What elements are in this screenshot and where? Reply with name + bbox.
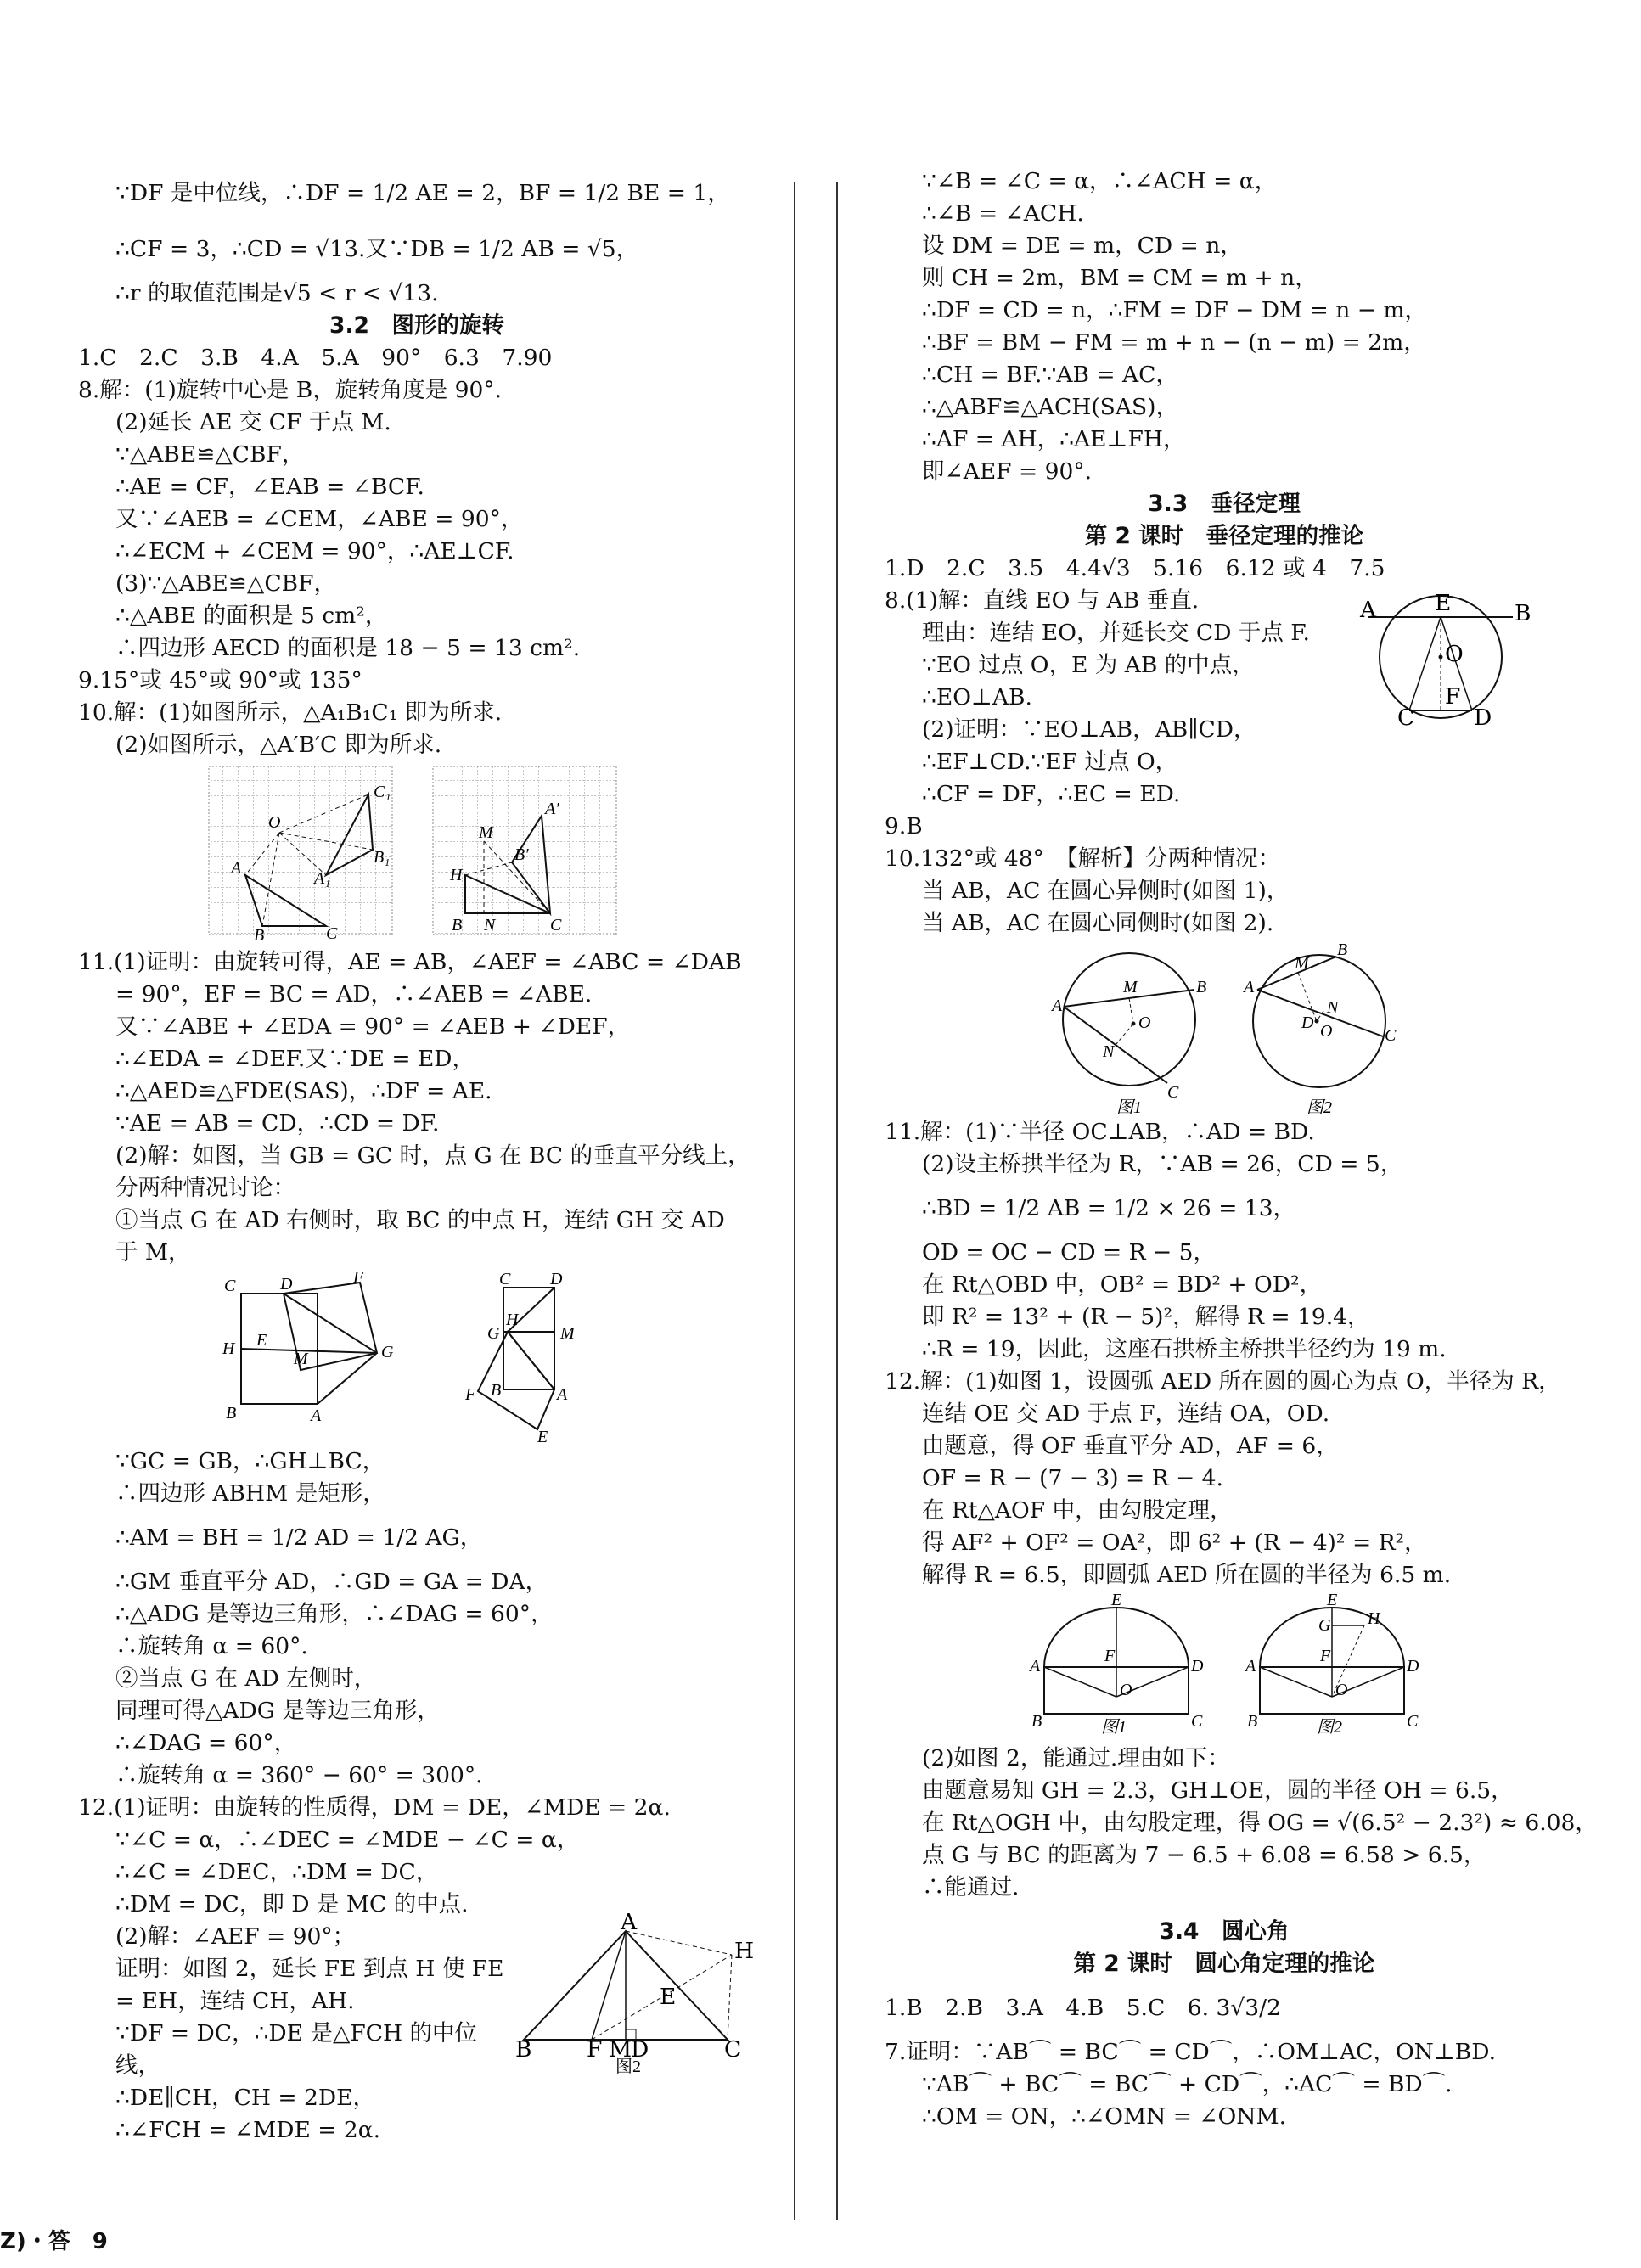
svg-text:O: O [1120, 1681, 1132, 1699]
text-line: ∴GM 垂直平分 AD，∴GD = GA = DA， [115, 1569, 548, 1595]
text-line: 11.(1)证明：由旋转可得，AE = AB，∠AEF = ∠ABC = ∠DAB [78, 949, 742, 975]
svg-text:E: E [1111, 1591, 1122, 1609]
svg-text:F: F [1320, 1647, 1331, 1665]
svg-text:C: C [326, 924, 338, 943]
text-line: ①当点 G 在 AD 右侧时，取 BC 的中点 H，连结 GH 交 AD [115, 1207, 725, 1233]
text-line: ∴CF = DF，∴EC = ED. [922, 781, 1181, 807]
svg-text:C₁: C₁ [374, 783, 391, 801]
svg-text:E: E [256, 1331, 267, 1350]
text-line: ∴R = 19，因此，这座石拱桥主桥拱半径约为 19 m. [922, 1336, 1447, 1362]
text-line: ∴EF⊥CD.∵EF 过点 O， [922, 749, 1178, 775]
svg-text:F: F [1104, 1647, 1116, 1665]
svg-text:O: O [1335, 1681, 1348, 1699]
section-heading: 3.3 垂径定理 [1148, 491, 1301, 517]
svg-text:A: A [1360, 597, 1377, 623]
circle-figure-q8 [1360, 585, 1530, 729]
text-line: 理由：连结 EO，并延长交 CD 于点 F. [922, 620, 1310, 646]
circle-figure-2 [1239, 940, 1400, 1117]
svg-text:A: A [1245, 1657, 1256, 1676]
svg-text:E: E [537, 1428, 548, 1446]
circle-figure-1 [1048, 943, 1210, 1117]
rotation-figure-2 [457, 1270, 627, 1446]
svg-text:C: C [1397, 705, 1415, 731]
text-line: 由题意易知 GH = 2.3，GH⊥OE，圆的半径 OH = 6.5， [922, 1777, 1514, 1804]
text-line: 又∵∠ABE + ∠EDA = 90° = ∠AEB + ∠DEF， [115, 1013, 631, 1040]
text-line: 则 CH = 2m，BM = CM = m + n， [922, 265, 1318, 291]
text-line: ∴CF = 3，∴CD = √13.又∵DB = 1/2 AB = √5， [115, 236, 639, 262]
text-line: 在 Rt△OBD 中，OB² = BD² + OD²， [922, 1272, 1323, 1298]
text-line: ∵DF = DC，∴DE 是△FCH 的中位 [115, 2020, 478, 2046]
text-line: ∴∠C = ∠DEC，∴DM = DC， [115, 1859, 439, 1885]
text-line: 当 AB，AC 在圆心异侧时(如图 1)， [922, 878, 1290, 904]
text-line: 于 M， [115, 1239, 191, 1266]
svg-text:H: H [506, 1311, 519, 1329]
text-line: 9.B [885, 813, 923, 839]
svg-text:B: B [452, 916, 463, 935]
text-line: 7.证明：∵AB⌒ = BC⌒ = CD⌒，∴OM⊥AC，ON⊥BD. [885, 2039, 1496, 2065]
svg-text:M: M [560, 1324, 575, 1343]
svg-text:B: B [515, 2036, 532, 2063]
text-line: ∴旋转角 α = 360° − 60° = 300°. [115, 1762, 483, 1788]
text-line: 由题意，得 OF 垂直平分 AD，AF = 6， [922, 1433, 1339, 1459]
section-heading: 3.4 圆心角 [1159, 1918, 1290, 1945]
svg-text:D: D [1407, 1657, 1419, 1676]
text-line: ∴r 的取值范围是√5 < r < √13. [115, 280, 439, 306]
text-line: ∴DM = DC，即 D 是 MC 的中点. [115, 1891, 469, 1917]
text-line: ∴△ADG 是等边三角形，∴∠DAG = 60°， [115, 1601, 554, 1627]
text-line: 即∠AEF = 90°. [922, 458, 1093, 485]
text-line: 点 G 与 BC 的距离为 7 − 6.5 + 6.08 = 6.58 > 6.5， [922, 1842, 1486, 1868]
svg-text:F: F [1445, 683, 1461, 710]
svg-text:B: B [1247, 1712, 1258, 1731]
svg-text:A: A [557, 1385, 568, 1404]
triangle-figure-q12 [515, 1909, 755, 2076]
text-line: 11.解：(1)∵半径 OC⊥AB，∴AD = BD. [885, 1119, 1315, 1145]
svg-text:B: B [1196, 978, 1207, 996]
svg-text:B: B [226, 1404, 237, 1423]
svg-text:C: C [550, 916, 562, 935]
svg-text:E: E [1435, 590, 1452, 616]
text-line: 10.132°或 48° 【解析】分两种情况： [885, 845, 1281, 872]
figure-caption: 图2 [615, 2057, 641, 2076]
grid-figure-1 [207, 765, 402, 943]
text-line: 得 AF² + OF² = OA²，即 6² + (R − 4)² = R²， [922, 1530, 1427, 1556]
rotation-figures-q11 [78, 1268, 756, 1446]
text-line: = EH，连结 CH，AH. [115, 1988, 355, 2014]
svg-text:D: D [1474, 705, 1492, 731]
text-line: ∴旋转角 α = 60°. [115, 1633, 308, 1659]
text-line: 当 AB，AC 在圆心同侧时(如图 2). [922, 910, 1274, 936]
svg-text:D: D [1301, 1013, 1314, 1032]
svg-text:C: C [224, 1277, 236, 1295]
svg-text:A₁: A₁ [314, 869, 331, 888]
svg-text:C: C [1167, 1083, 1179, 1102]
svg-text:O: O [1320, 1022, 1333, 1041]
text-line: ∵∠B = ∠C = α，∴∠ACH = α， [922, 168, 1278, 194]
text-line: ∴∠FCH = ∠MDE = 2α. [115, 2117, 381, 2143]
svg-text:H: H [1368, 1609, 1380, 1628]
svg-text:D: D [631, 2036, 649, 2063]
text-line: ∴DF = CD = n，∴FM = DF − DM = n − m， [922, 297, 1427, 323]
text-line: ∴AM = BH = 1/2 AD = 1/2 AG， [115, 1524, 483, 1551]
svg-text:B: B [1337, 940, 1348, 959]
svg-text:E: E [1327, 1591, 1338, 1609]
text-line: ∵△ABE≌△CBF， [115, 441, 305, 468]
text-line: (3)∵△ABE≌△CBF， [115, 570, 336, 597]
svg-text:D: D [1191, 1657, 1204, 1676]
grid-figures-q10 [78, 765, 756, 943]
column-divider-left [794, 182, 795, 2220]
section-heading: 3.2 图形的旋转 [329, 312, 504, 339]
subsection-heading: 第 2 课时 圆心角定理的推论 [1073, 1951, 1375, 1977]
answer-line: 1.C 2.C 3.B 4.A 5.A 90° 6.3 7.90 [78, 345, 553, 371]
text-line: ∵AE = AB = CD，∴CD = DF. [115, 1110, 440, 1137]
text-line: OD = OC − CD = R − 5， [922, 1239, 1217, 1266]
text-line: (2)如图 2，能通过.理由如下： [922, 1745, 1230, 1771]
svg-text:G: G [487, 1324, 500, 1343]
svg-text:A′: A′ [545, 800, 559, 818]
text-line: (2)证明：∵EO⊥AB，AB∥CD， [922, 716, 1256, 743]
text-line: ∴DE∥CH，CH = 2DE， [115, 2085, 375, 2111]
text-line: (2)延长 AE 交 CF 于点 M. [115, 409, 391, 435]
svg-text:D: D [280, 1275, 293, 1294]
svg-text:G: G [381, 1343, 394, 1361]
text-line: (2)解：∠AEF = 90°； [115, 1923, 356, 1950]
text-line: ∴CH = BF.∵AB = AC， [922, 362, 1178, 388]
text-line: ∴四边形 AECD 的面积是 18 − 5 = 13 cm². [115, 635, 581, 661]
text-line: 8.(1)解：直线 EO 与 AB 垂直. [885, 587, 1200, 614]
svg-text:A: A [311, 1406, 322, 1425]
text-line: ∴△AED≌△FDE(SAS)，∴DF = AE. [115, 1078, 492, 1104]
text-line: ∴∠EDA = ∠DEF.又∵DE = ED， [115, 1046, 475, 1072]
circle-figures-q10 [885, 940, 1564, 1117]
text-line: 分两种情况讨论： [115, 1175, 295, 1201]
arch-figure-2 [1239, 1591, 1425, 1739]
svg-text:F: F [465, 1385, 476, 1404]
text-line: 10.解：(1)如图所示，△A₁B₁C₁ 即为所求. [78, 699, 503, 726]
svg-text:H: H [734, 1938, 755, 1964]
figure-caption: 图1 [1116, 1098, 1142, 1117]
text-line: 证明：如图 2，延长 FE 到点 H 使 FE [115, 1956, 504, 1982]
subsection-heading: 第 2 课时 垂径定理的推论 [1084, 523, 1364, 549]
text-line: ∴∠DAG = 60°， [115, 1730, 297, 1756]
figure-caption: 图2 [1307, 1098, 1332, 1117]
text-line: 在 Rt△OGH 中，由勾股定理，得 OG = √(6.5² − 2.3²) ≈ 6.08， [922, 1810, 1598, 1836]
text-line: = 90°，EF = BC = AD，∴∠AEB = ∠ABE. [115, 981, 593, 1008]
text-line: 在 Rt△AOF 中，由勾股定理， [922, 1497, 1233, 1524]
text-line: ∴AE = CF，∠EAB = ∠BCF. [115, 474, 424, 500]
svg-text:M: M [1123, 978, 1138, 996]
svg-text:H: H [450, 866, 463, 884]
svg-text:M: M [609, 2036, 632, 2063]
svg-text:A: A [621, 1909, 638, 1935]
text-line: ∴四边形 ABHM 是矩形， [115, 1480, 385, 1507]
text-line: ∴∠B = ∠ACH. [922, 200, 1084, 227]
svg-text:E: E [660, 1984, 677, 2010]
svg-text:F: F [587, 2036, 603, 2063]
svg-text:B: B [254, 926, 265, 945]
text-line: 线， [115, 2052, 160, 2079]
page-footer: Z)・答 9 [0, 2229, 108, 2254]
text-line: ∵GC = GB，∴GH⊥BC， [115, 1448, 385, 1474]
answer-line: 1.D 2.C 3.5 4.4√3 5.16 6.12 或 4 7.5 [885, 555, 1385, 581]
text-line: ∴BF = BM − FM = m + n − (n − m) = 2m， [922, 329, 1426, 356]
svg-text:A: A [1244, 978, 1255, 996]
grid-figure-2 [431, 765, 627, 943]
text-line: ∴BD = 1/2 AB = 1/2 × 26 = 13， [922, 1195, 1296, 1221]
text-line: ∵∠C = α，∴∠DEC = ∠MDE − ∠C = α， [115, 1827, 580, 1853]
text-line: ∵AB⌒ + BC⌒ = BC⌒ + CD⌒，∴AC⌒ = BD⌒. [922, 2071, 1453, 2097]
text-line: ∵DF 是中位线，∴DF = 1/2 AE = 2，BF = 1/2 BE = 1， [115, 180, 730, 206]
text-line: ∴OM = ON，∴∠OMN = ∠ONM. [922, 2103, 1287, 2130]
text-line: ∴AF = AH，∴AE⊥FH， [922, 426, 1186, 452]
svg-text:N: N [484, 916, 496, 935]
text-line: ∴EO⊥AB. [922, 684, 1032, 710]
text-line: ②当点 G 在 AD 左侧时， [115, 1665, 377, 1692]
svg-text:C: C [499, 1270, 511, 1288]
text-line: ∴能通过. [922, 1874, 1020, 1900]
svg-text:C: C [1385, 1026, 1397, 1045]
svg-text:O: O [1138, 1013, 1151, 1032]
svg-text:A: A [231, 859, 242, 878]
svg-text:B: B [491, 1381, 502, 1400]
svg-text:C: C [724, 2036, 742, 2063]
text-line: 同理可得△ADG 是等边三角形， [115, 1698, 440, 1724]
svg-text:B: B [1515, 600, 1531, 626]
arch-figure-1 [1023, 1591, 1210, 1739]
column-divider-right [836, 182, 838, 2220]
svg-text:B: B [1031, 1712, 1042, 1731]
text-line: 连结 OE 交 AD 于点 F，连结 OA，OD. [922, 1401, 1330, 1427]
right-column [885, 166, 1598, 2133]
text-line: (2)解：如图，当 GB = GC 时，点 G 在 BC 的垂直平分线上， [115, 1142, 750, 1169]
svg-text:C: C [1191, 1712, 1203, 1731]
text-line: (2)设主桥拱半径为 R，∵AB = 26，CD = 5， [922, 1151, 1403, 1177]
figure-caption: 图1 [1101, 1718, 1127, 1737]
text-line: ∵EO 过点 O，E 为 AB 的中点， [922, 652, 1255, 678]
svg-text:F: F [353, 1268, 364, 1287]
svg-text:M: M [1295, 954, 1309, 973]
text-line: 12.(1)证明：由旋转的性质得，DM = DE，∠MDE = 2α. [78, 1794, 671, 1821]
text-line: ∴△ABF≌△ACH(SAS)， [922, 394, 1178, 420]
text-line: OF = R − (7 − 3) = R − 4. [922, 1465, 1223, 1491]
left-column [78, 166, 756, 2147]
svg-text:O: O [268, 813, 281, 832]
text-line: 即 R² = 13² + (R − 5)²，解得 R = 19.4， [922, 1304, 1370, 1330]
rotation-figure-1 [207, 1268, 428, 1434]
svg-text:N: N [1103, 1042, 1115, 1061]
svg-text:B′: B′ [514, 845, 529, 864]
text-line: (2)如图所示，△A′B′C 即为所求. [115, 732, 442, 758]
text-line: 12.解：(1)如图 1，设圆弧 AED 所在圆的圆心为点 O，半径为 R， [885, 1368, 1561, 1395]
text-line: ∴∠ECM + ∠CEM = 90°，∴AE⊥CF. [115, 538, 514, 564]
text-line: 又∵∠AEB = ∠CEM，∠ABE = 90°， [115, 506, 524, 532]
text-line: 解得 R = 6.5，即圆弧 AED 所在圆的半径为 6.5 m. [922, 1562, 1452, 1588]
svg-text:A: A [1030, 1657, 1041, 1676]
svg-text:N: N [1327, 998, 1339, 1017]
svg-text:M: M [479, 823, 493, 842]
svg-text:G: G [1318, 1616, 1331, 1635]
svg-text:M: M [294, 1350, 308, 1368]
svg-text:H: H [222, 1339, 235, 1358]
answer-line: 1.B 2.B 3.A 4.B 5.C 6. 3√3/2 [885, 1995, 1281, 2021]
svg-text:C: C [1407, 1712, 1419, 1731]
text-line: ∴△ABE 的面积是 5 cm²， [115, 603, 388, 629]
text-line: 8.解：(1)旋转中心是 B，旋转角度是 90°. [78, 377, 503, 403]
text-line: 9.15°或 45°或 90°或 135° [78, 667, 362, 693]
arch-figures-q12 [885, 1591, 1564, 1739]
figure-caption: 图2 [1317, 1718, 1342, 1737]
text-line: 设 DM = DE = m，CD = n， [922, 233, 1243, 259]
svg-text:O: O [1445, 641, 1464, 667]
svg-text:A: A [1052, 996, 1063, 1015]
svg-text:B₁: B₁ [374, 848, 391, 867]
svg-text:D: D [550, 1270, 563, 1288]
